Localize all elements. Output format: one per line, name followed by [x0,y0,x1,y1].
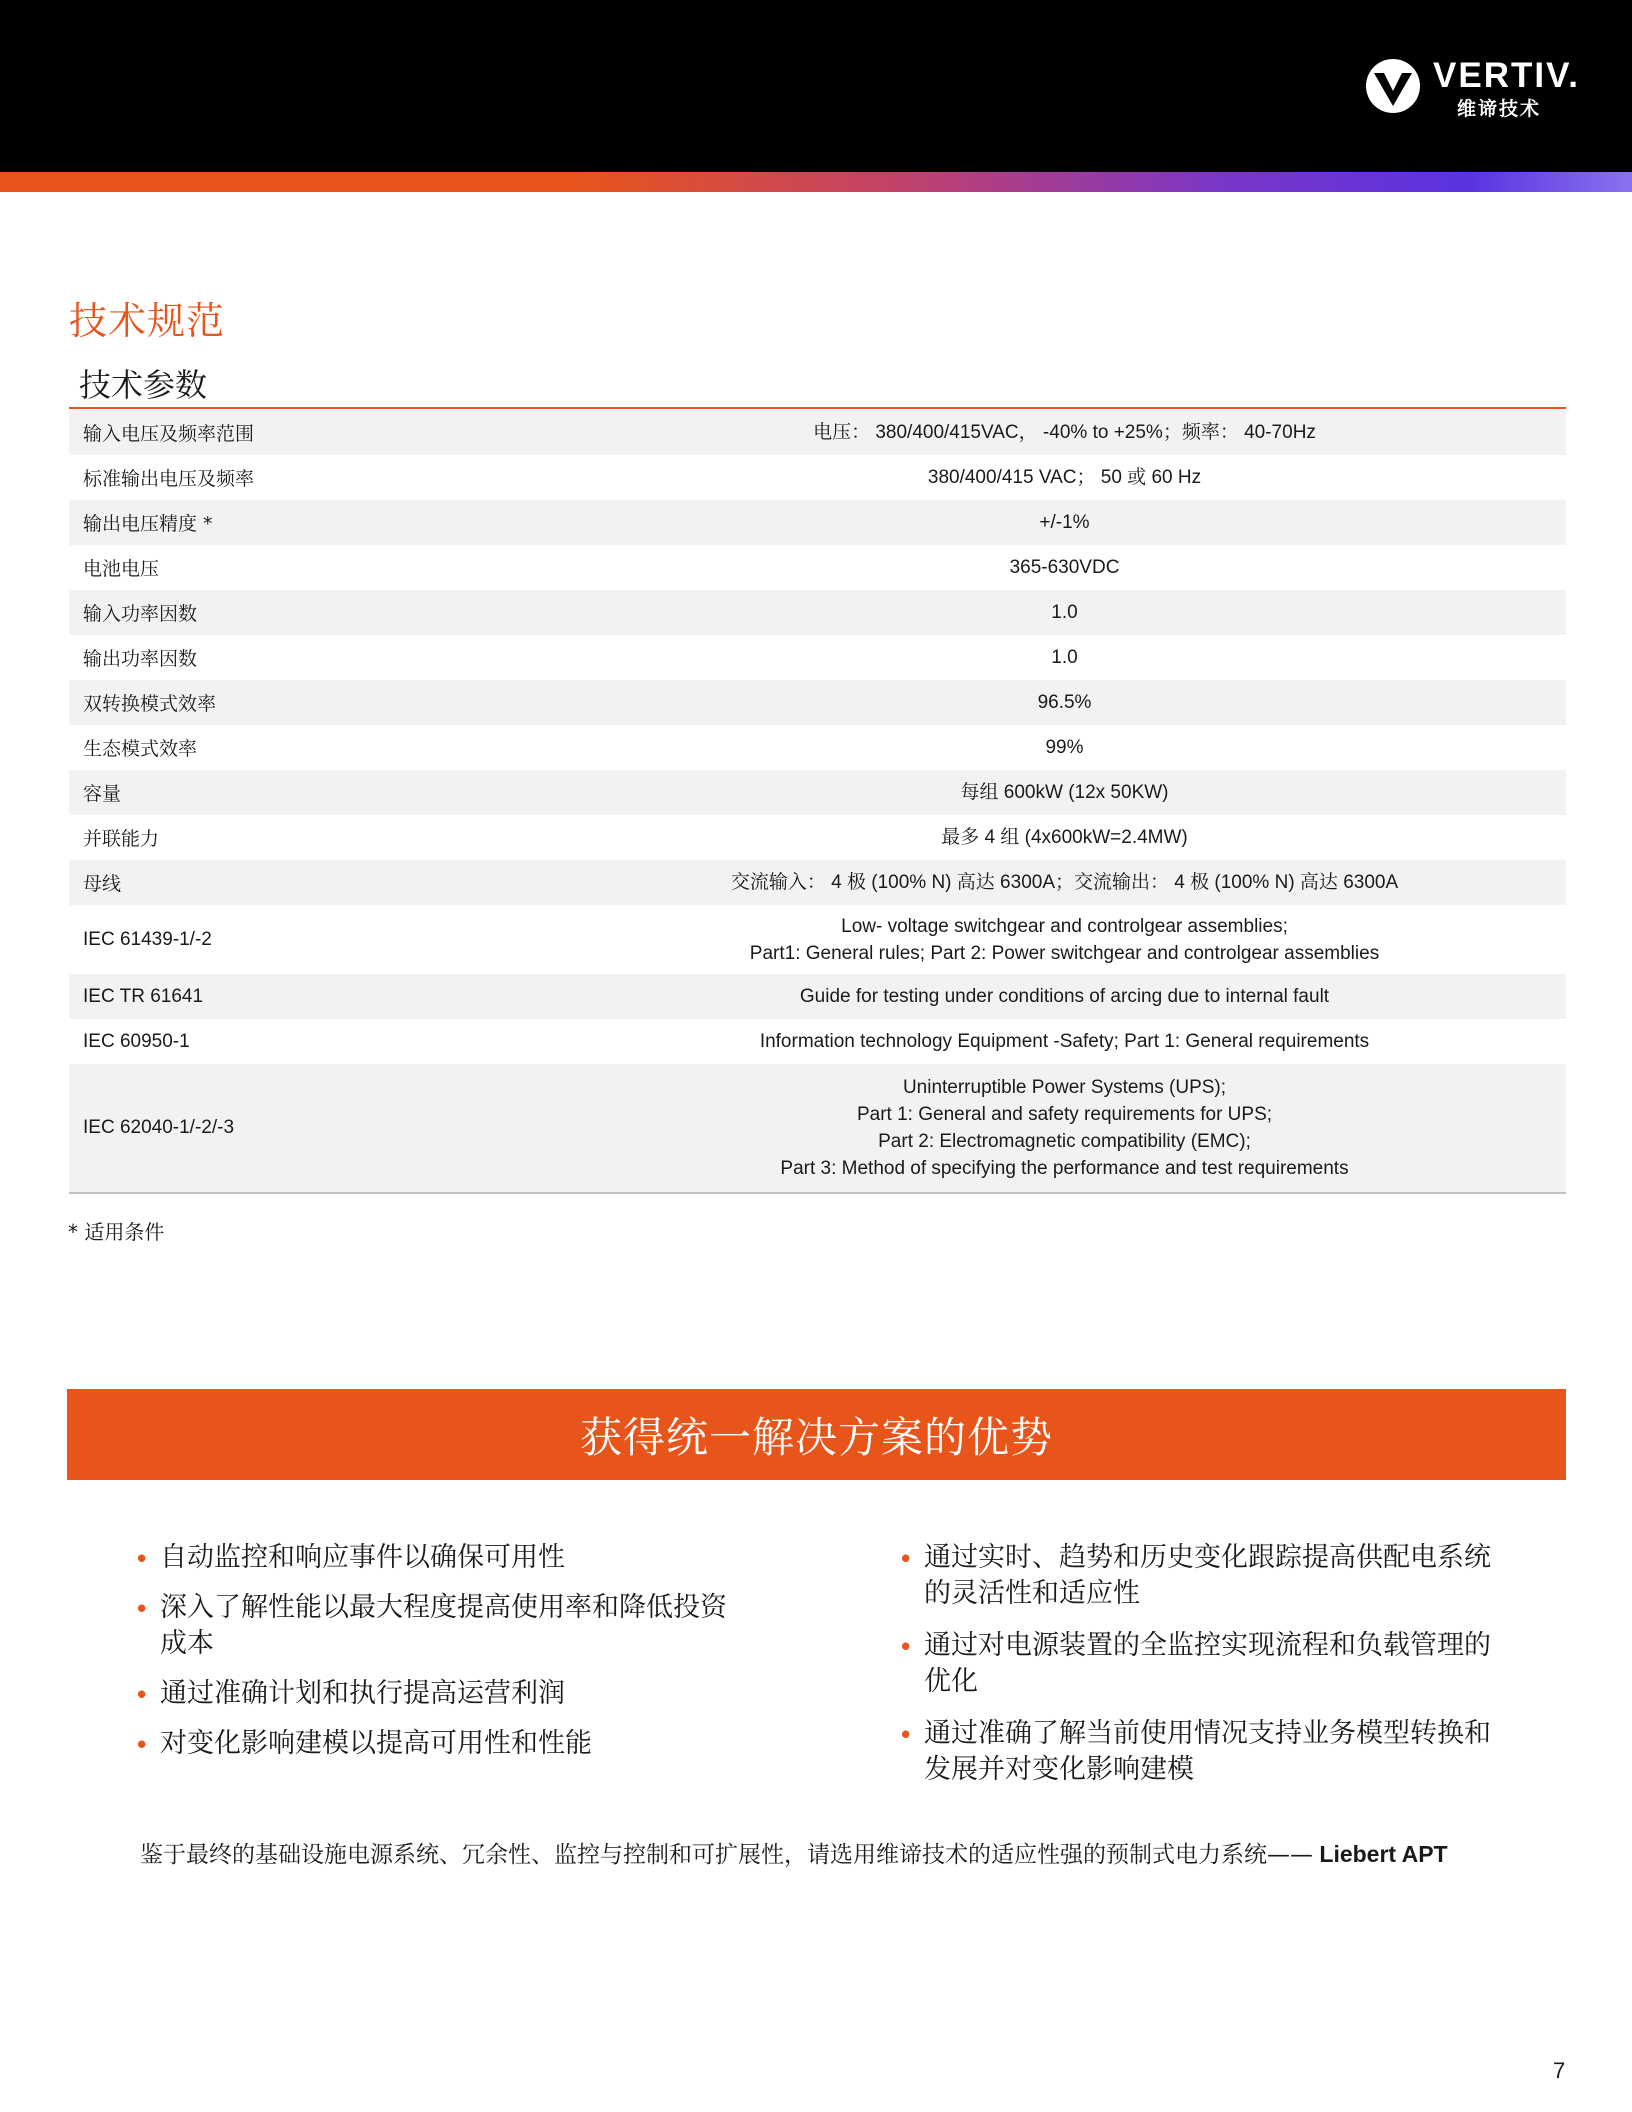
bullet-dot-icon: • [134,1595,150,1625]
spec-value [593,545,1566,590]
spec-value [593,635,1566,680]
spec-value [593,680,1566,725]
spec-label: 双转换模式效率 [69,680,593,725]
spec-label: IEC TR 61641 [69,974,593,1019]
spec-value-line: 380/400/415 VAC； 50 或 60 Hz [927,467,1202,488]
spec-row [69,635,1566,680]
spec-value-line: 99% [1045,737,1084,758]
bullet-dot-icon: • [898,1545,914,1575]
spec-row [69,974,1566,1019]
spec-value [593,905,1566,974]
spec-row [69,455,1566,500]
advantages-list-left [134,1540,734,1776]
advantages-banner [67,1389,1566,1480]
spec-value-line: 最多 4 组 (4x600kW=2.4MW) [941,827,1188,848]
spec-value [593,815,1566,860]
spec-row [69,1064,1566,1193]
spec-label: 生态模式效率 [83,738,198,760]
spec-label: 输入功率因数 [69,590,593,635]
page-number: 7 [1553,2058,1566,2083]
spec-value [593,770,1566,815]
spec-label: 标准输出电压及频率 [83,468,255,490]
spec-value-line: 1.0 [1051,602,1078,623]
spec-label: IEC 61439-1/-2 [83,928,212,950]
bullet-text: 自动监控和响应事件以确保可用性 [160,1542,565,1573]
spec-value [593,500,1566,545]
spec-label: 容量 [69,770,593,815]
section-title: 技术规范 [69,299,226,343]
spec-row [69,815,1566,860]
closing-statement [140,1836,1448,1869]
logo-wordmark: VERTIV. [1433,56,1580,95]
bullet-text: 深入了解性能以最大程度提高使用率和降低投资成本 [160,1592,727,1659]
spec-table [69,410,1566,1194]
spec-value-line: Uninterruptible Power Systems (UPS); [902,1077,1227,1098]
bullet-item [134,1540,734,1576]
spec-value-line: Part 1: General and safety requirements for UPS; [856,1104,1273,1125]
logo-chinese-name: 维谛技术 [1457,98,1542,120]
spec-label: 母线 [69,860,593,905]
spec-label: 电池电压 [83,558,160,580]
bullet-dot-icon: • [134,1681,150,1711]
vertiv-logo[interactable] [1365,54,1580,124]
spec-value-line: Part1: General rules; Part 2: Power switchgear and controlgear assemblies [749,942,1380,964]
spec-value-line: Part 3: Method of specifying the performance and test requirements [780,1158,1349,1179]
spec-value-line: Guide for testing under conditions of arcing due to internal fault [799,986,1330,1007]
bullet-item [134,1726,734,1762]
spec-row [69,770,1566,815]
spec-value-line: 1.0 [1051,647,1078,668]
bullet-dot-icon: • [898,1721,914,1751]
spec-row [69,500,1566,545]
spec-row [69,860,1566,905]
advantages-list-right [898,1540,1508,1804]
spec-value-line: 每组 600kW (12x 50KW) [960,782,1169,803]
spec-value-line: Part 2: Electromagnetic compatibility (EMC); [878,1131,1251,1152]
header-gradient-bar [0,172,1632,192]
spec-value-line: Low- voltage switchgear and controlgear assemblies; [841,915,1288,937]
spec-value-line: 96.5% [1037,692,1092,713]
spec-value [593,860,1566,905]
spec-label: 并联能力 [83,828,160,850]
spec-row [69,410,1566,455]
spec-label: 输出电压精度 * [69,500,593,545]
bullet-dot-icon: • [134,1731,150,1761]
spec-value [593,725,1566,770]
spec-value [593,974,1566,1019]
spec-label: 输入电压及频率范围 [69,410,593,455]
bullet-dot-icon: • [134,1545,150,1575]
spec-label: 输出功率因数 [83,648,198,670]
spec-value [593,410,1566,455]
product-name: Liebert APT [1313,1841,1448,1867]
spec-label: IEC 62040-1/-2/-3 [69,1064,593,1193]
bullet-item [134,1676,734,1712]
vertiv-v-icon [1365,58,1421,114]
spec-row [69,545,1566,590]
spec-value-line: 电压： 380/400/415VAC， -40% to +25%；频率： 40-70Hz [813,422,1316,443]
table-title: 技术参数 [79,366,208,404]
bullet-text: 通过实时、趋势和历史变化跟踪提高供配电系统的灵活性和适应性 [924,1542,1491,1609]
spec-label: IEC 60950-1 [83,1030,190,1052]
page-header [0,0,1632,172]
bullet-item [898,1716,1508,1788]
banner-title: 获得统一解决方案的优势 [579,1412,1053,1462]
bullet-dot-icon: • [898,1633,914,1663]
spec-row [69,1019,1566,1064]
bullet-text: 通过准确计划和执行提高运营利润 [160,1678,565,1709]
bullet-item [898,1628,1508,1700]
closing-text: 鉴于最终的基础设施电源系统、冗余性、监控与控制和可扩展性，请选用维谛技术的适应性强的预制式电力系统—— [140,1842,1313,1868]
spec-value [593,1064,1566,1193]
spec-row [69,680,1566,725]
bullet-text: 通过对电源装置的全监控实现流程和负载管理的优化 [924,1630,1491,1697]
spec-value [593,590,1566,635]
bullet-text: 对变化影响建模以提高可用性和性能 [160,1728,592,1759]
spec-row [69,590,1566,635]
title-divider [69,407,1566,409]
bullet-item [134,1590,734,1662]
spec-value [593,1019,1566,1064]
bullet-text: 通过准确了解当前使用情况支持业务模型转换和发展并对变化影响建模 [924,1718,1491,1785]
spec-value-line: 交流输入： 4 极 (100% N) 高达 6300A；交流输出： 4 极 (100% N) 高达 6300A [730,872,1399,893]
bullet-item [898,1540,1508,1612]
spec-value [593,455,1566,500]
spec-row [69,725,1566,770]
spec-row [69,905,1566,974]
spec-value-line: +/-1% [1039,512,1090,533]
spec-value-line: Information technology Equipment -Safety; Part 1: General requirements [759,1031,1370,1052]
spec-value-line: 365-630VDC [1009,557,1120,578]
footnote: * 适用条件 [68,1220,165,1244]
